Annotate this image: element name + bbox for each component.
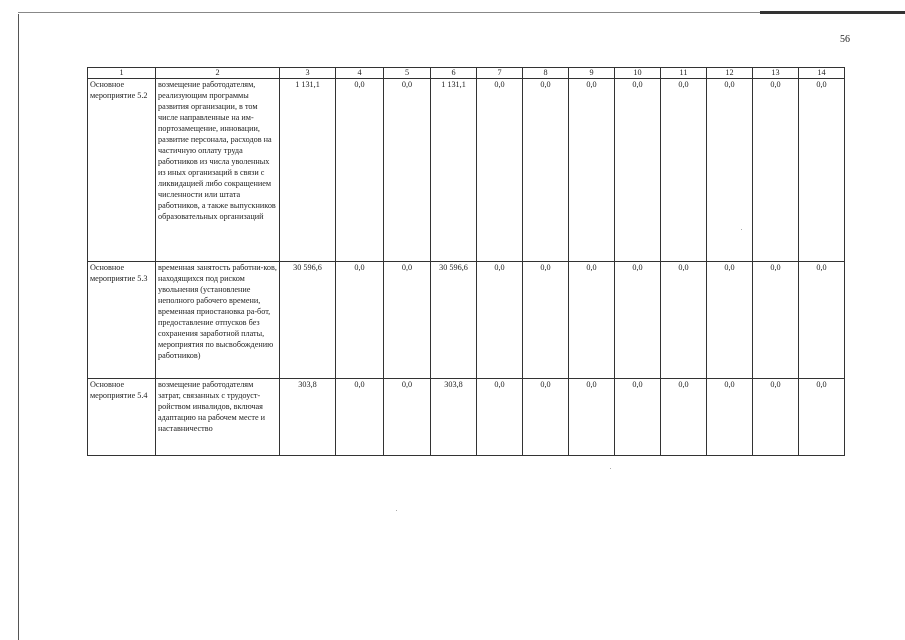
value-cell: 0,0	[384, 79, 431, 262]
value-cell: 0,0	[523, 79, 569, 262]
header-cell-9: 9	[569, 68, 615, 79]
value-cell: 0,0	[615, 262, 661, 379]
row-name: Основное мероприятие 5.3	[88, 262, 156, 379]
value-cell: 30 596,6	[431, 262, 477, 379]
header-cell-7: 7	[477, 68, 523, 79]
value-cell: 0,0	[799, 79, 845, 262]
value-cell: 0,0	[336, 79, 384, 262]
value-cell: 0,0	[615, 79, 661, 262]
value-cell: 0,0	[707, 379, 753, 456]
value-cell: 0,0	[661, 262, 707, 379]
header-cell-11: 11	[661, 68, 707, 79]
row-description: временная занятость работни-ков, находящихся под риском увольнения (установление неполного рабочего времени, временная приостановка ра-бот, предоставление отпусков без сохранения заработной платы, мероприятия по высвобождению работников)	[156, 262, 280, 379]
value-cell: 30 596,6	[280, 262, 336, 379]
value-cell: 0,0	[569, 379, 615, 456]
row-name: Основное мероприятие 5.2	[88, 79, 156, 262]
scan-edge-left	[18, 14, 19, 640]
scan-speck	[741, 229, 742, 230]
header-cell-4: 4	[336, 68, 384, 79]
budget-table	[87, 67, 845, 456]
header-cell-8: 8	[523, 68, 569, 79]
value-cell: 0,0	[477, 262, 523, 379]
value-cell: 0,0	[615, 379, 661, 456]
value-cell: 0,0	[799, 262, 845, 379]
header-cell-5: 5	[384, 68, 431, 79]
value-cell: 0,0	[753, 379, 799, 456]
header-cell-2: 2	[156, 68, 280, 79]
value-cell: 303,8	[280, 379, 336, 456]
value-cell: 0,0	[384, 262, 431, 379]
table-row	[88, 379, 845, 456]
value-cell: 303,8	[431, 379, 477, 456]
value-cell: 0,0	[569, 79, 615, 262]
value-cell: 1 131,1	[431, 79, 477, 262]
value-cell: 0,0	[477, 79, 523, 262]
scan-speck	[396, 510, 397, 511]
header-cell-6: 6	[431, 68, 477, 79]
value-cell: 0,0	[477, 379, 523, 456]
header-cell-14: 14	[799, 68, 845, 79]
value-cell: 0,0	[523, 379, 569, 456]
header-cell-13: 13	[753, 68, 799, 79]
header-cell-1: 1	[88, 68, 156, 79]
value-cell: 0,0	[707, 79, 753, 262]
value-cell: 0,0	[523, 262, 569, 379]
page-number: 56	[840, 34, 850, 45]
row-description: возмещение работодателям, реализующим программы развития организации, в том числе направленные на им-портозамещение, инновации, развитие персонала, расходов на частичную оплату труда работников из числа уволенных из иных организаций в связи с ликвидацией либо сокращением численности или штата работников, а также выпускников образовательных организаций	[156, 79, 280, 262]
value-cell: 0,0	[661, 79, 707, 262]
scan-edge-top-shadow	[760, 11, 905, 14]
value-cell: 0,0	[336, 262, 384, 379]
header-cell-3: 3	[280, 68, 336, 79]
header-cell-12: 12	[707, 68, 753, 79]
value-cell: 0,0	[384, 379, 431, 456]
header-cell-10: 10	[615, 68, 661, 79]
value-cell: 1 131,1	[280, 79, 336, 262]
value-cell: 0,0	[753, 79, 799, 262]
table-row	[88, 262, 845, 379]
value-cell: 0,0	[336, 379, 384, 456]
row-description: возмещение работодателям затрат, связанных с трудоуст-ройством инвалидов, включая адаптацию на рабочем месте и наставничество	[156, 379, 280, 456]
table-row	[88, 79, 845, 262]
value-cell: 0,0	[799, 379, 845, 456]
row-name: Основное мероприятие 5.4	[88, 379, 156, 456]
value-cell: 0,0	[569, 262, 615, 379]
value-cell: 0,0	[661, 379, 707, 456]
value-cell: 0,0	[753, 262, 799, 379]
header-row	[88, 68, 845, 79]
value-cell: 0,0	[707, 262, 753, 379]
scan-speck	[610, 468, 611, 469]
